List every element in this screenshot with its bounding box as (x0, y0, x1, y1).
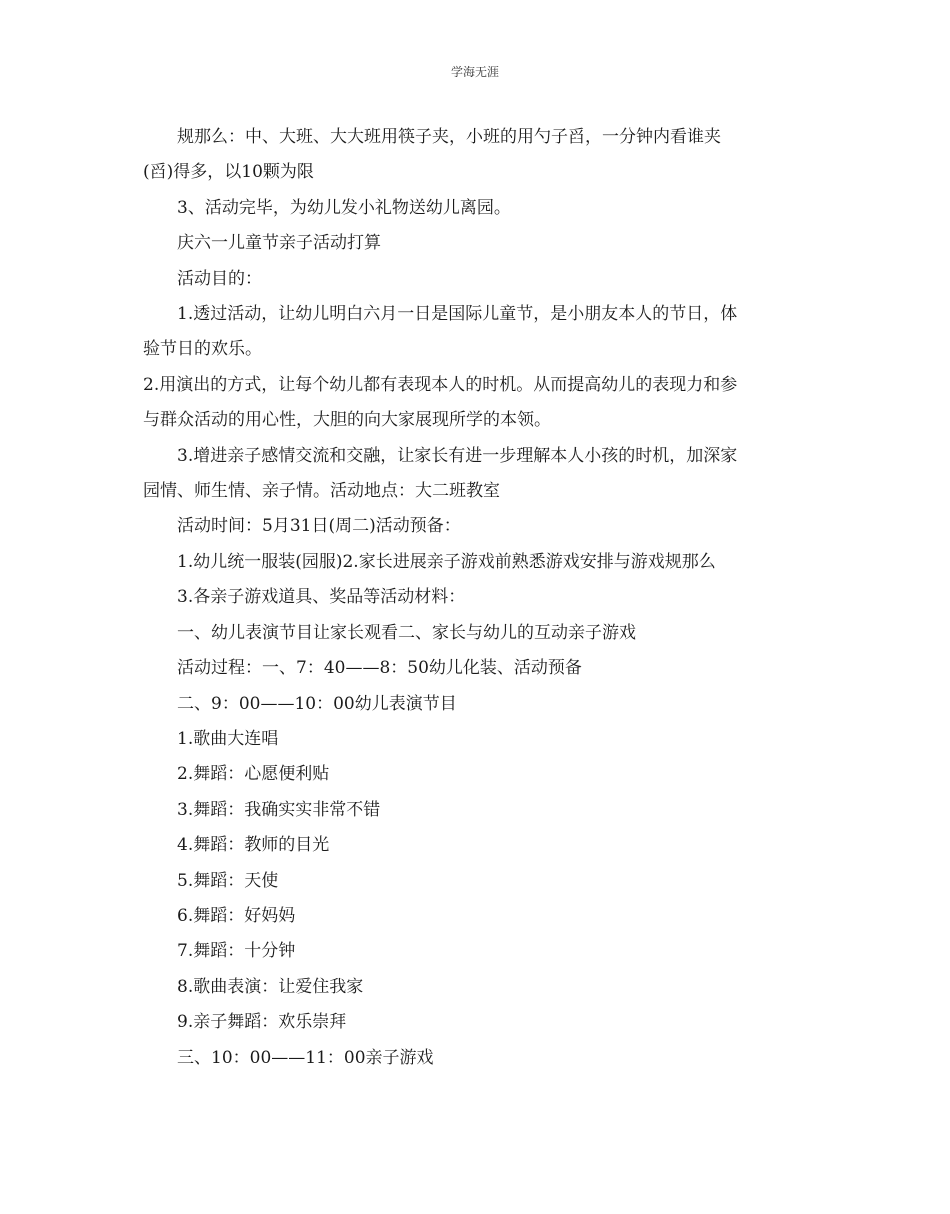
text-line: 8.歌曲表演：让爱住我家 (177, 976, 364, 997)
text-line: 3、活动完毕，为幼儿发小礼物送幼儿离园。 (177, 197, 511, 218)
text-line: 园情、师生情、亲子情。活动地点：大二班教室 (143, 481, 500, 502)
text-line: 4.舞蹈：教师的目光 (177, 835, 330, 856)
text-line: 一、幼儿表演节目让家长观看二、家长与幼儿的互动亲子游戏 (177, 622, 636, 643)
text-line: 1.歌曲大连唱 (177, 728, 279, 749)
text-line: (舀)得多，以10颗为限 (143, 162, 314, 183)
text-line: 活动过程：一、7：40——8：50幼儿化装、活动预备 (177, 658, 582, 679)
text-line: 3.各亲子游戏道具、奖品等活动材料： (177, 587, 466, 608)
text-line: 活动时间：5月31日(周二)活动预备： (177, 516, 461, 537)
text-line: 6.舞蹈：好妈妈 (177, 905, 296, 926)
text-line: 验节日的欢乐。 (143, 339, 262, 360)
text-line: 9.亲子舞蹈：欢乐崇拜 (177, 1012, 347, 1033)
text-line: 5.舞蹈：天使 (177, 870, 279, 891)
text-line: 3.增进亲子感情交流和交融，让家长有进一步理解本人小孩的时机，加深家 (177, 445, 738, 466)
text-line: 庆六一儿童节亲子活动打算 (177, 233, 381, 254)
text-line: 2.舞蹈：心愿便利贴 (177, 764, 330, 785)
text-line: 3.舞蹈：我确实实非常不错 (177, 799, 381, 820)
text-line: 规那么：中、大班、大大班用筷子夹，小班的用勺子舀，一分钟内看谁夹 (177, 127, 721, 147)
text-line: 二、9：00——10：00幼儿表演节目 (177, 693, 457, 714)
text-line: 1.透过活动，让幼儿明白六月一日是国际儿童节，是小朋友本人的节日，体 (177, 304, 738, 325)
document-body (143, 120, 808, 1076)
text-line: 活动目的： (177, 268, 262, 289)
page-header: 学海无涯 (450, 65, 499, 79)
text-line: 7.舞蹈：十分钟 (177, 941, 296, 962)
text-line: 2.用演出的方式，让每个幼儿都有表现本人的时机。从而提高幼儿的表现力和参 (143, 374, 738, 395)
text-line: 1.幼儿统一服装(园服)2.家长进展亲子游戏前熟悉游戏安排与游戏规那么 (177, 551, 716, 572)
text-line: 三、10：00——11：00亲子游戏 (177, 1047, 434, 1068)
text-line: 与群众活动的用心性，大胆的向大家展现所学的本领。 (143, 410, 551, 431)
